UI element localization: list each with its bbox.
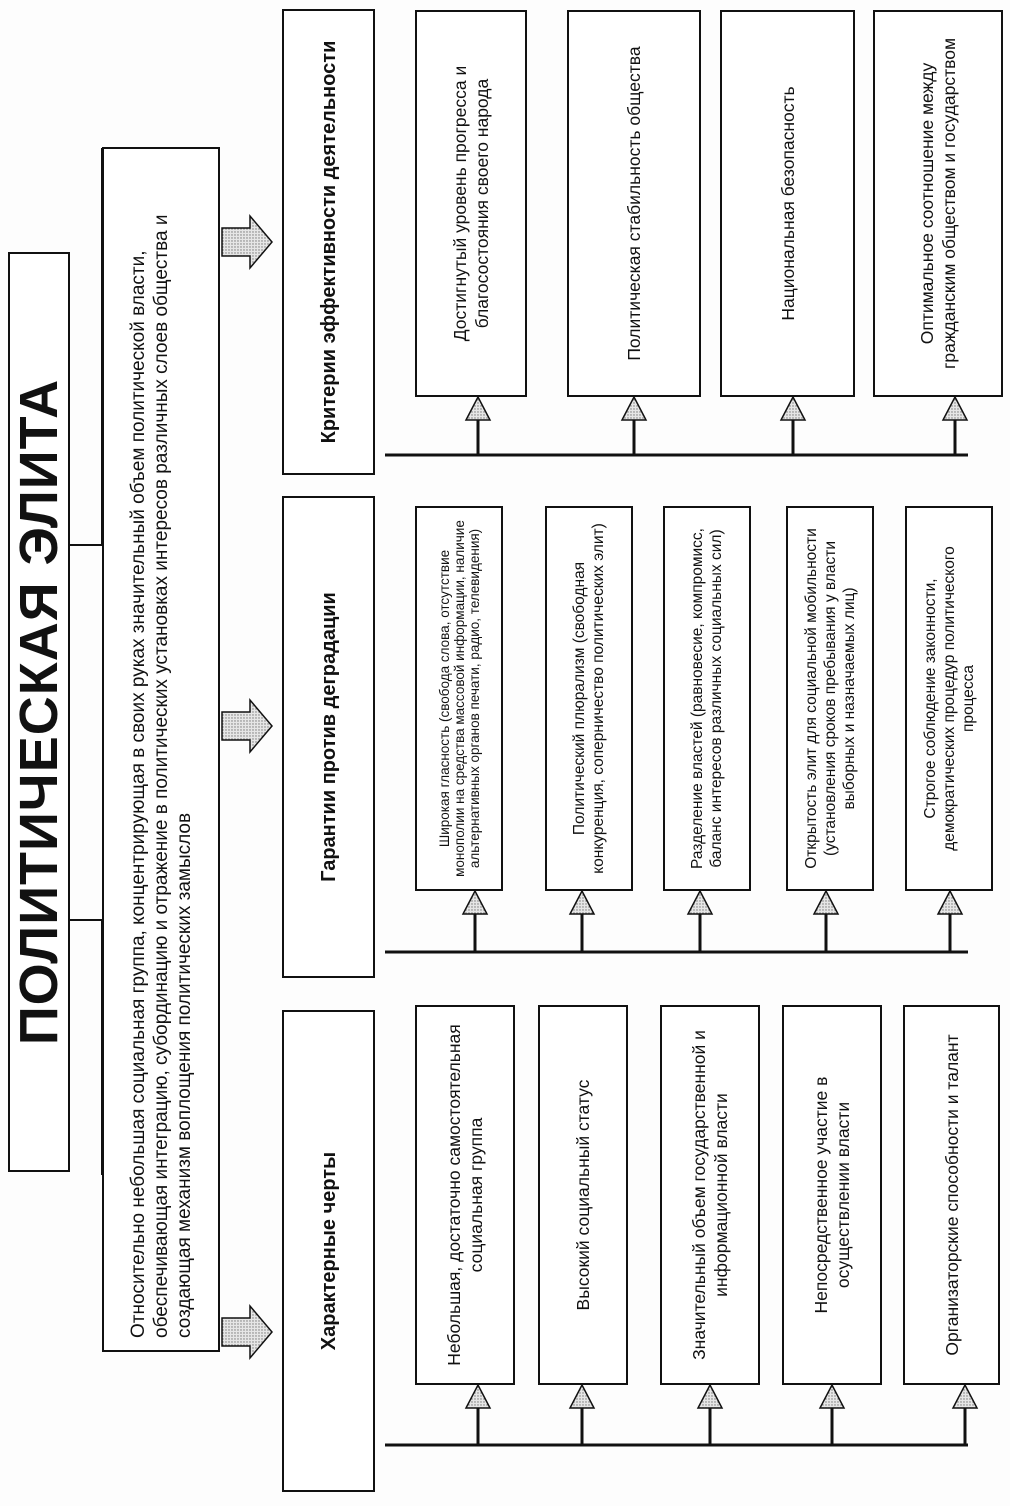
criteria-item: Национальная безопасность (720, 10, 855, 397)
arrow-to-characteristics (222, 1306, 272, 1358)
arrow-to-guarantees (222, 700, 272, 752)
characteristic-item: Значительный объем государственной и информационной власти (660, 1005, 760, 1385)
criteria-item: Достигнутый уровень прогресса и благосостояния своего народа (415, 10, 527, 397)
guarantee-item: Строгое соблюдение законности, демократических процедур политического процесса (905, 506, 993, 891)
guarantee-item: Политический плюрализм (свободная конкуренция, соперничество политических элит) (545, 506, 633, 891)
arrow-to-criteria (222, 216, 272, 268)
characteristic-item: Организаторские способности и талант (903, 1005, 1000, 1385)
guarantee-item: Широкая гласность (свобода слова, отсутствие монополии на средства массовой информации, наличие альтернативных органов печати, радио, телевидения) (415, 506, 503, 891)
page-title: ПОЛИТИЧЕСКАЯ ЭЛИТА (8, 252, 70, 1172)
heading-characteristics: Характерные черты (282, 1010, 375, 1492)
definition-box: Относительно небольшая социальная группа, концентрирующая в своих руках значительный объем политической власти, обеспечивающая интеграцию, субординацию и отражение в политических установках интересов различных слоев общества и создающая механизм воплощения политических замыслов (102, 147, 220, 1352)
heading-criteria: Критерии эффективности деятельности (282, 9, 375, 475)
criteria-item: Оптимальное соотношение между гражданским обществом и государством (873, 10, 1003, 397)
criteria-item: Политическая стабильность общества (567, 10, 701, 397)
characteristic-item: Высокий социальный статус (538, 1005, 628, 1385)
guarantee-item: Разделение властей (равновесие, компромисс, баланс интересов различных социальных сил) (663, 506, 751, 891)
heading-guarantees: Гарантии против деградации (282, 496, 375, 978)
characteristic-item: Непосредственное участие в осуществлении власти (782, 1005, 882, 1385)
characteristic-item: Небольшая, достаточно самостоятельная социальная группа (415, 1005, 515, 1385)
guarantee-item: Открытость элит для социальной мобильности (установления сроков пребывания у власти выборных и назначаемых лиц) (786, 506, 874, 891)
